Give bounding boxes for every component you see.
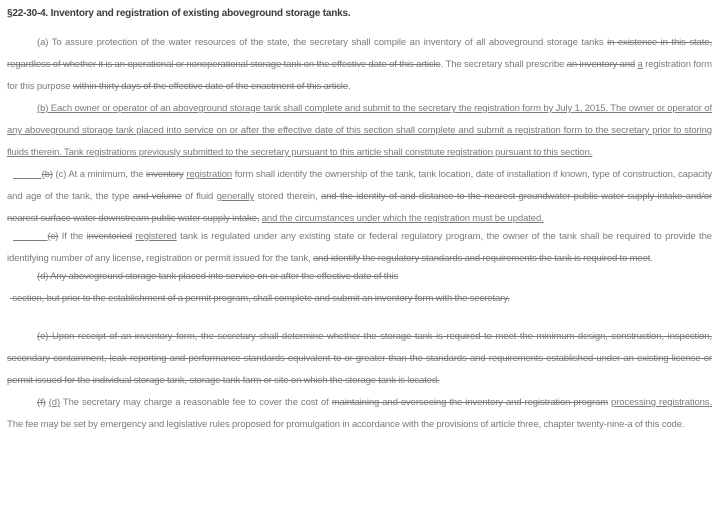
- body-text: stored therein,: [254, 191, 322, 202]
- deleted-text: inventory: [146, 169, 184, 180]
- deleted-text: (f): [37, 397, 46, 408]
- deleted-text: within thirty days of the effective date of the enactment of this article: [72, 81, 349, 92]
- body-text: (c) At a minimum, the: [52, 169, 147, 180]
- deleted-text: maintaining and overseeing the inventory and registration program: [331, 397, 609, 408]
- body-text: The fee may be set by emergency and legislative rules proposed for promulgation in accordance with the provisions of article three, chapter twenty-nine-a of this code.: [7, 419, 685, 430]
- deleted-text: an inventory and: [566, 59, 636, 70]
- inserted-text: (b) Each owner or operator of an aboveground storage tank shall complete and submit to the secretary the registration form by July 1, 2015. The owner or operator of any aboveground storage tank placed into service on or after the effective date of this section shall complete and submit a registration form to the secretary prior to storing fluids therein. Tank registrations previously submitted to the secretary pursuant to this article shall constitute registration pursuant to this section.: [7, 103, 712, 158]
- deleted-text: and identify the regulatory standards and requirements the tank is required to meet: [313, 253, 651, 264]
- body-text: form shall identify the ownership of the tank, tank location, date of installation if known, type of construction, capacity and age of the tank, the type: [7, 169, 713, 202]
- inserted-text: and the circumstances under which the registration must be updated.: [261, 213, 544, 224]
- inserted-text: [13, 231, 48, 242]
- paragraph-f-amended: [7, 392, 712, 436]
- body-text: The secretary may charge a reasonable fee to cover the cost of: [60, 397, 332, 408]
- body-text: registration form for this purpose: [7, 59, 712, 92]
- deleted-text: and volume: [132, 191, 182, 202]
- deleted-text: inventoried: [86, 231, 133, 242]
- body-text: of fluid: [181, 191, 217, 202]
- deleted-text: in existence in this state, regardless of whether it is an operational or nonoperational storage tank on the effective date of this article: [7, 37, 713, 70]
- deleted-text: (d) Any aboveground storage tank placed into service on or after the effective date of this: [37, 271, 399, 282]
- paragraph-b-inserted: [7, 98, 712, 164]
- inserted-text: (d): [48, 397, 61, 408]
- paragraph-e-deleted: [7, 326, 712, 392]
- paragraph-d-deleted-part2: [7, 288, 712, 310]
- paragraph-c-old-amended: [7, 226, 712, 270]
- inserted-text: registered: [135, 231, 177, 242]
- deleted-text: (c): [47, 231, 59, 242]
- inserted-text: [13, 169, 42, 180]
- paragraph-c-amended: [7, 164, 712, 230]
- body-text: If the: [58, 231, 87, 242]
- deleted-text: (b): [41, 169, 53, 180]
- deleted-text: and the identity of and distance to the nearest groundwater public water supply intake and/or nearest surface water downstream public water supply intake,: [7, 191, 713, 224]
- body-text: (a) To assure protection of the water resources of the state, the secretary shall compile an inventory of all aboveground storage tanks: [37, 37, 608, 48]
- section-title: §22-30-4. Inventory and registration of existing aboveground storage tanks.: [7, 8, 351, 19]
- deleted-text: (e) Upon receipt of an inventory form, the secretary shall determine whether the storage tank is required to meet the minimum design, construction, inspection, secondary containment, leak reporting and performance standards equivalent to or greater than the standards and requirements established under an existing license or permit issued for the individual storage tank, storage tank farm or site on which the storage tank is located.: [7, 331, 712, 386]
- body-text: .: [650, 253, 653, 264]
- body-text: .: [348, 81, 351, 92]
- inserted-text: generally: [216, 191, 255, 202]
- inserted-text: registration: [186, 169, 233, 180]
- deleted-text: section, but prior to the establishment of a permit program, shall complete and submit an inventory form with the secretary.: [10, 293, 510, 304]
- paragraph-a: [7, 32, 712, 98]
- body-text: . The secretary shall prescribe: [440, 59, 567, 70]
- body-text: tank is regulated under any existing state or federal regulatory program, the owner of the tank shall be required to provide the identifying number of any license, registration or permit issued for the tank,: [7, 231, 712, 264]
- inserted-text: a: [637, 59, 643, 70]
- inserted-text: processing registrations.: [611, 397, 712, 408]
